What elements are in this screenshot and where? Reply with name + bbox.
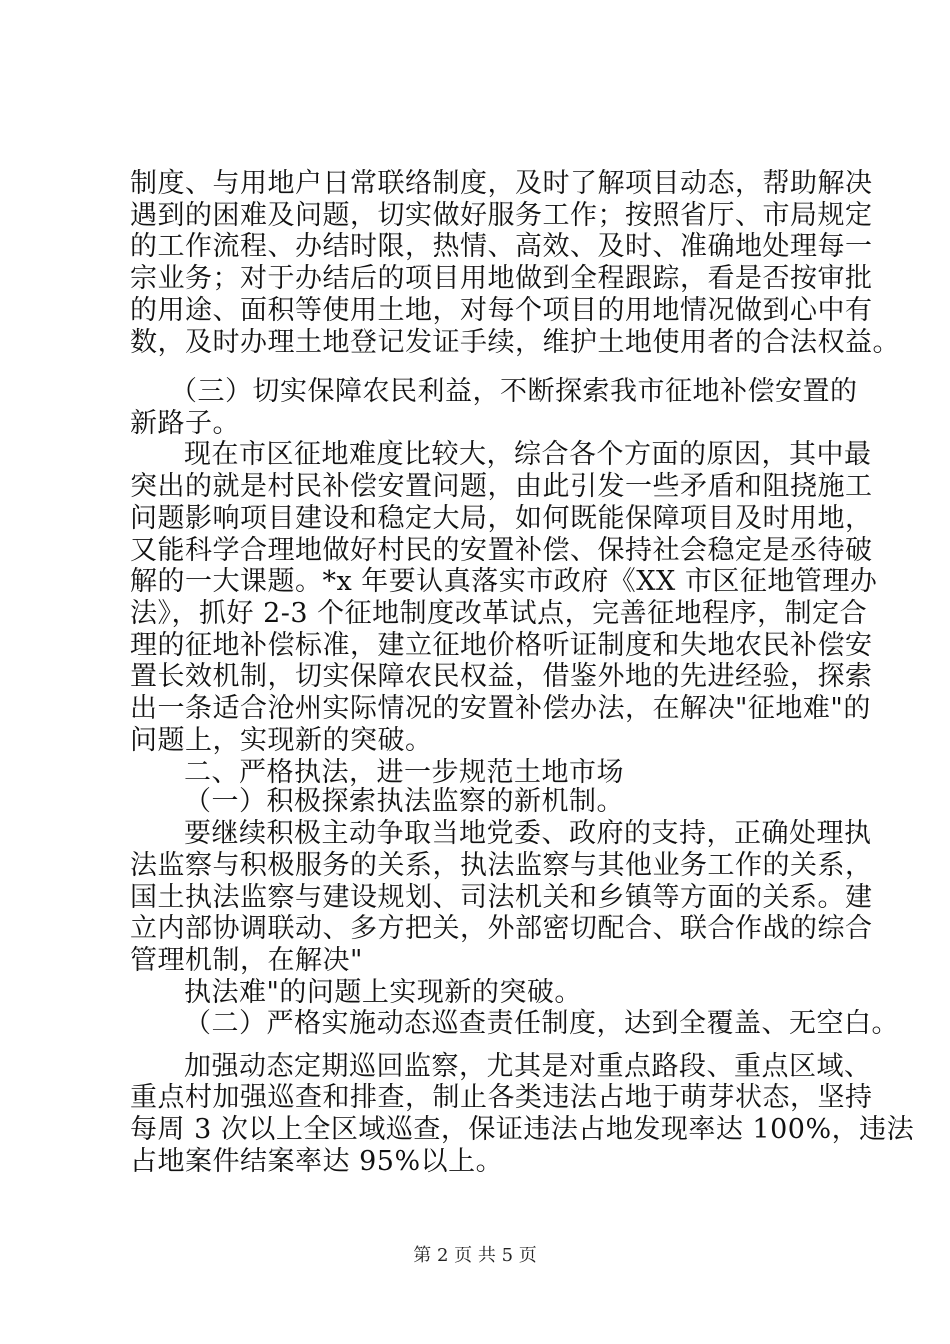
paragraph-line: 管理机制，在解决"	[130, 945, 363, 977]
paragraph-line: 占地案件结案率达 95%以上。	[130, 1145, 504, 1177]
paragraph-line: 置长效机制，切实保障农民权益，借鉴外地的先进经验，探索	[130, 661, 873, 693]
paragraph-line: 问题影响项目建设和稳定大局，如何既能保障项目及时用地，	[130, 502, 873, 534]
paragraph-line: 制度、与用地户日常联络制度，及时了解项目动态，帮助解决	[130, 168, 873, 199]
paragraph-line: 要继续积极主动争取当地党委、政府的支持，正确处理执	[184, 818, 872, 850]
paragraph-line: 突出的就是村民补偿安置问题，由此引发一些矛盾和阻挠施工	[130, 471, 873, 503]
section-heading: （三）切实保障农民利益，不断探索我市征地补偿安置的	[170, 375, 858, 407]
section-heading: 二、严格执法，进一步规范土地市场	[184, 756, 624, 788]
paragraph-line: 解的一大课题。*x 年要认真落实市政府《XX 市区征地管理办	[130, 566, 878, 598]
paragraph-line: 理的征地补偿标准，建立征地价格听证制度和失地农民补偿安	[130, 629, 873, 661]
paragraph-line: 问题上，实现新的突破。	[130, 724, 433, 756]
paragraph-line: 现在市区征地难度比较大，综合各个方面的原因，其中最	[184, 439, 872, 471]
page-footer: 第 2 页 共 5 页	[413, 1245, 537, 1266]
paragraph-line: 的用途、面积等使用土地，对每个项目的用地情况做到心中有	[130, 294, 873, 326]
paragraph-line: 法监察与积极服务的关系，执法监察与其他业务工作的关系，	[130, 849, 873, 881]
paragraph-line: 宗业务；对于办结后的项目用地做到全程跟踪，看是否按审批	[130, 263, 873, 295]
paragraph-line: 数，及时办理土地登记发证手续，维护土地使用者的合法权益。	[130, 326, 900, 358]
section-heading: 新路子。	[130, 407, 240, 439]
paragraph-line: 执法难"的问题上实现新的突破。	[184, 976, 582, 1008]
paragraph-line: 加强动态定期巡回监察，尤其是对重点路段、重点区域、	[184, 1050, 872, 1082]
paragraph-line: 出一条适合沧州实际情况的安置补偿办法，在解决"征地难"的	[130, 693, 871, 725]
paragraph-line: 立内部协调联动、多方把关，外部密切配合、联合作战的综合	[130, 913, 873, 945]
section-heading: （二）严格实施动态巡查责任制度，达到全覆盖、无空白。	[184, 1008, 899, 1040]
paragraph-line: 遇到的困难及问题，切实做好服务工作；按照省厅、市局规定	[130, 199, 873, 231]
paragraph-line: 每周 3 次以上全区域巡查，保证违法占地发现率达 100%，违法	[130, 1114, 915, 1146]
paragraph-line: 重点村加强巡查和排查，制止各类违法占地于萌芽状态，坚持	[130, 1082, 873, 1114]
paragraph-line: 国土执法监察与建设规划、司法机关和乡镇等方面的关系。建	[130, 881, 873, 913]
section-heading: （一）积极探索执法监察的新机制。	[184, 786, 624, 818]
paragraph-line: 法》，抓好 2-3 个征地制度改革试点，完善征地程序，制定合	[130, 597, 868, 629]
paragraph-line: 的工作流程、办结时限，热情、高效、及时、准确地处理每一	[130, 231, 873, 263]
paragraph-line: 又能科学合理地做好村民的安置补偿、保持社会稳定是丞待破	[130, 534, 873, 566]
